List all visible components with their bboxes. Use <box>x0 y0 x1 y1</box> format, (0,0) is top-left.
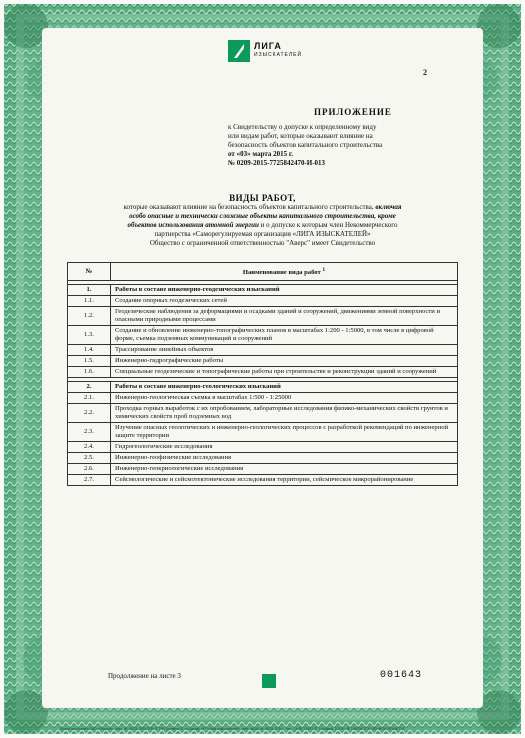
table-row <box>68 296 458 307</box>
appendix-number: № 0209-2015-7725842470-И-013 <box>228 159 326 167</box>
appendix-title: ПРИЛОЖЕНИЕ <box>314 107 392 117</box>
table-row <box>68 326 458 345</box>
logo-subtitle: ИЗЫСКАТЕЛЕЙ <box>254 52 303 58</box>
col-name-header: Наименование вида работ $^1$ <box>111 263 458 281</box>
print-note: Бланк изготовлен ЗАО «Опцион» (лиц. № 05-05-09/003 ФНС РФ) уровень В, по заказу НП «Лига изыскателей», учет №048 от 08.04.2010г., тел.: (495) 7264742, г.Москва, 2010г. НЕ ЯВЛЯЕТСЯ ЦЕННОЙ БУМАГОЙ <box>60 727 405 731</box>
table-row <box>68 442 458 453</box>
appendix-line: или видам работ, которые оказывают влияние на <box>228 132 373 140</box>
table-row <box>68 345 458 356</box>
row-number: 2.5. <box>68 453 111 464</box>
types-line: Общество с ограниченной ответственностью "Аверс" имеет Свидетельство <box>149 239 376 247</box>
table-row <box>68 382 458 393</box>
page-number: 2 <box>423 68 427 77</box>
types-line: и о допуске к которым член Некоммерческого <box>258 221 398 229</box>
appendix-block <box>228 108 438 168</box>
row-number: 1.1. <box>68 296 111 307</box>
row-number: 2. <box>68 382 111 393</box>
types-line-bold: объектов использования атомной энергии <box>127 221 259 229</box>
row-work-name: Специальные геодезические и топографические работы при строительстве и реконструкции зданий и сооружений <box>111 367 458 378</box>
works-table-body <box>68 281 458 486</box>
types-line-bold: особо опасные и технически сложные объекты капитального строительства, кроме <box>129 212 396 220</box>
row-work-name: Геодезические наблюдения за деформациями и осадками зданий и сооружений, движениями земной поверхности и опасными природными процессами <box>111 307 458 326</box>
row-work-name: Работы в составе инженерно-геологических изысканий <box>111 382 458 393</box>
row-number: 1.2. <box>68 307 111 326</box>
work-types-heading <box>60 194 465 248</box>
col-number-header: № <box>68 263 111 281</box>
row-work-name: Трассирование линейных объектов <box>111 345 458 356</box>
row-number: 2.3. <box>68 423 111 442</box>
table-row <box>68 356 458 367</box>
table-row <box>68 475 458 486</box>
row-number: 1.3. <box>68 326 111 345</box>
row-number: 1.6. <box>68 367 111 378</box>
row-number: 2.7. <box>68 475 111 486</box>
row-number: 1. <box>68 285 111 296</box>
appendix-line: к Свидетельству о допуске к определенному виду <box>228 123 377 131</box>
table-row <box>68 464 458 475</box>
row-work-name: Инженерно-геофизические исследования <box>111 453 458 464</box>
row-work-name: Инженерно-геокриологические исследования <box>111 464 458 475</box>
logo-name: ЛИГА <box>254 41 282 51</box>
types-line-bold: включая <box>375 203 402 211</box>
appendix-line: безопасность объектов капитального строительства <box>228 141 383 149</box>
appendix-date: от «03» марта 2015 г. <box>228 150 294 158</box>
row-number: 1.5. <box>68 356 111 367</box>
row-work-name: Работы в составе инженерно-геодезических изысканий <box>111 285 458 296</box>
row-work-name: Изучение опасных геологических и инженерно-геологических процессов с разработкой рекомендаций по инженерной защите территории <box>111 423 458 442</box>
table-row <box>68 453 458 464</box>
footer-logo-icon <box>262 674 276 688</box>
row-number: 2.4. <box>68 442 111 453</box>
table-header-row <box>68 263 458 281</box>
table-row <box>68 367 458 378</box>
types-line: партнерства «Саморегулируемая организация «ЛИГА ИЗЫСКАТЕЛЕЙ» <box>154 230 371 238</box>
table-row <box>68 423 458 442</box>
league-logo <box>228 40 302 62</box>
works-table <box>67 262 458 486</box>
continuation-note: Продолжение на листе 3 <box>108 672 181 680</box>
row-work-name: Создание и обновление инженерно-топографических планов в масштабах 1:200 - 1:5000, в том числе в цифровой форме, съемка подземных коммуникаций и сооружений <box>111 326 458 345</box>
row-number: 2.6. <box>68 464 111 475</box>
serial-number: 001643 <box>380 670 423 681</box>
work-types-title: ВИДЫ РАБОТ, <box>229 193 296 203</box>
row-work-name: Сейсмологические и сейсмотектонические исследования территории, сейсмическое микрорайонирование <box>111 475 458 486</box>
row-number: 2.2. <box>68 404 111 423</box>
row-work-name: Проходка горных выработок с их опробованием, лабораторные исследования физико-механических свойств грунтов и химических свойств проб подземных вод <box>111 404 458 423</box>
types-line: которые оказывают влияние на безопасность объектов капитального строительства, <box>123 203 376 211</box>
logo-mark-icon <box>228 40 250 62</box>
row-number: 1.4. <box>68 345 111 356</box>
table-row <box>68 404 458 423</box>
row-work-name: Инженерно-гидрографические работы <box>111 356 458 367</box>
table-row <box>68 307 458 326</box>
row-work-name: Создание опорных геодезических сетей <box>111 296 458 307</box>
row-work-name: Инженерно-геологическая съемка в масштабах 1:500 - 1:25000 <box>111 393 458 404</box>
table-row <box>68 285 458 296</box>
table-row <box>68 393 458 404</box>
row-work-name: Гидрогеологические исследования <box>111 442 458 453</box>
row-number: 2.1. <box>68 393 111 404</box>
